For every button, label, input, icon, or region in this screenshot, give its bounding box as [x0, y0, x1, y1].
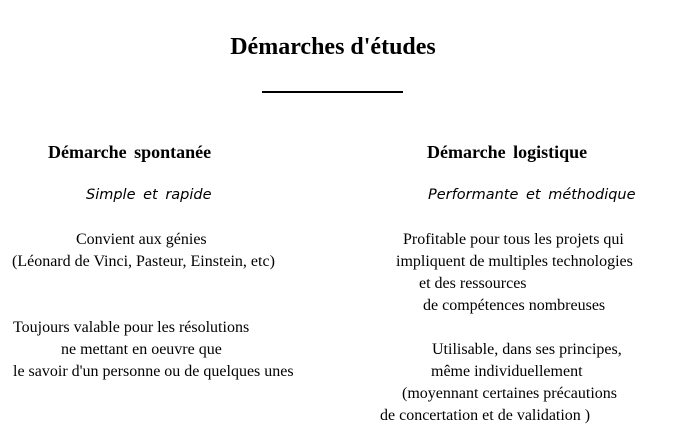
- title-underline: [262, 91, 403, 93]
- right-paragraph1-line: et des ressources: [419, 275, 527, 292]
- right-paragraph1-line: de compétences nombreuses: [423, 297, 606, 314]
- right-paragraph2-line: de concertation et de validation ): [380, 407, 591, 424]
- right-column-heading: Démarche logistique: [427, 142, 588, 162]
- page-title: Démarches d'études: [230, 34, 436, 60]
- right-paragraph2-line: (moyennant certaines précautions: [402, 385, 618, 402]
- left-column-heading: Démarche spontanée: [48, 142, 212, 162]
- right-column-subtitle: Performante et méthodique: [428, 187, 636, 203]
- left-paragraph2-line: le savoir d'un personne ou de quelques unes: [13, 363, 294, 380]
- right-paragraph1-line: impliquent de multiples technologies: [396, 253, 633, 270]
- right-paragraph2-line: même individuellement: [431, 363, 583, 380]
- left-paragraph1-line: (Léonard de Vinci, Pasteur, Einstein, etc): [12, 253, 275, 270]
- left-column-subtitle: Simple et rapide: [86, 187, 212, 203]
- left-paragraph2-line: Toujours valable pour les résolutions: [13, 319, 250, 336]
- left-paragraph1-line: Convient aux génies: [76, 231, 207, 248]
- right-paragraph2-line: Utilisable, dans ses principes,: [432, 341, 622, 358]
- right-paragraph1-line: Profitable pour tous les projets qui: [403, 231, 624, 248]
- left-paragraph2-line: ne mettant en oeuvre que: [61, 341, 222, 358]
